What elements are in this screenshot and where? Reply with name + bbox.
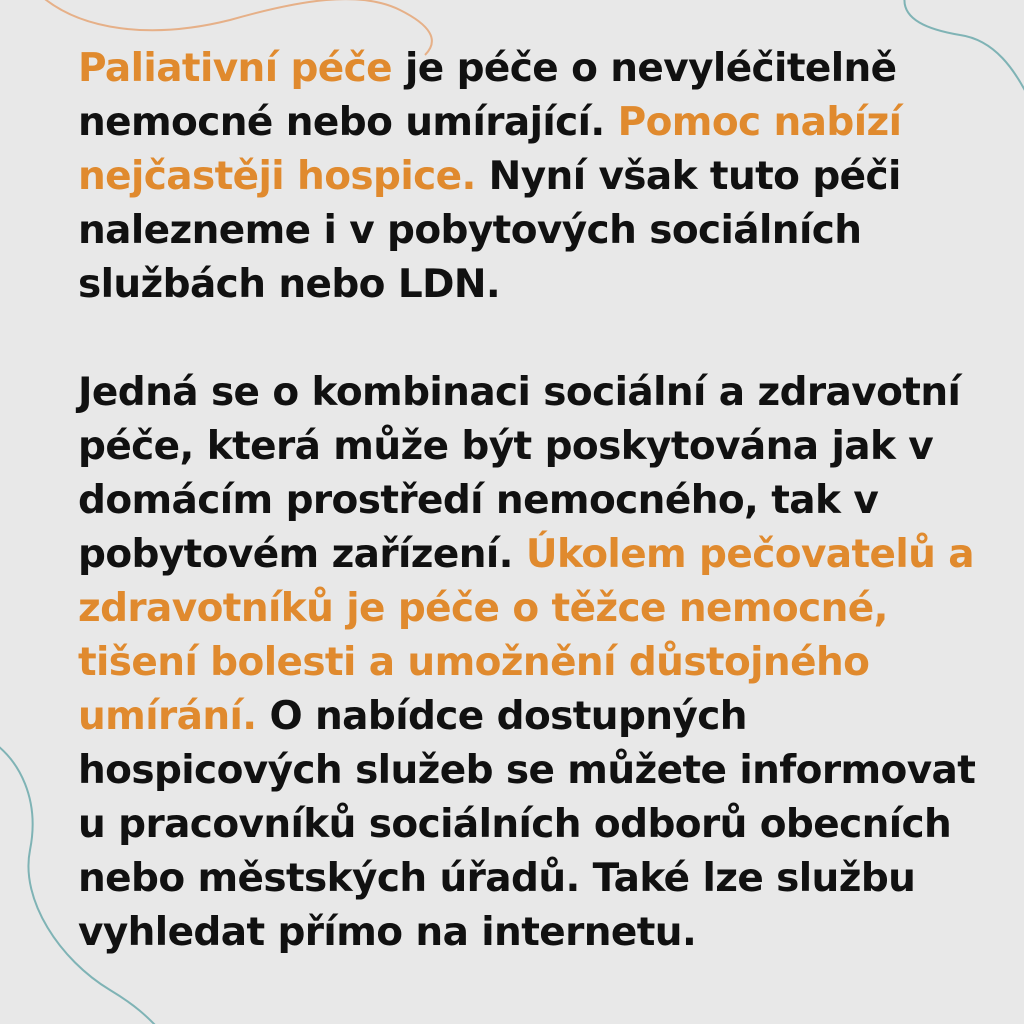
body-text: O nabídce dostupných hospicových služeb se můžete informovat u pracovníků sociálních odborů obecních nebo městských úřadů. Také lze službu vyhledat přímo na internetu. (78, 694, 976, 955)
main-text (78, 42, 978, 960)
paragraph-1 (78, 42, 978, 312)
paragraph-2 (78, 366, 978, 960)
highlight-text: Pomoc nabízí nejčastěji hospice. (78, 100, 902, 199)
highlight-text: Úkolem pečovatelů a zdravotníků je péče o těžce nemocné, tišení bolesti a umožnění důstojného umírání. (78, 532, 975, 739)
highlight-text: Paliativní péče (78, 46, 392, 91)
body-text: Jedná se o kombinaci sociální a zdravotní péče, která může být poskytována jak v domácím prostředí nemocného, tak v pobytovém zařízení. (78, 370, 961, 577)
body-text: Nyní však tuto péči nalezneme i v pobytových sociálních službách nebo LDN. (78, 154, 901, 307)
body-text: je péče o nevyléčitelně nemocné nebo umírající. (78, 46, 897, 145)
